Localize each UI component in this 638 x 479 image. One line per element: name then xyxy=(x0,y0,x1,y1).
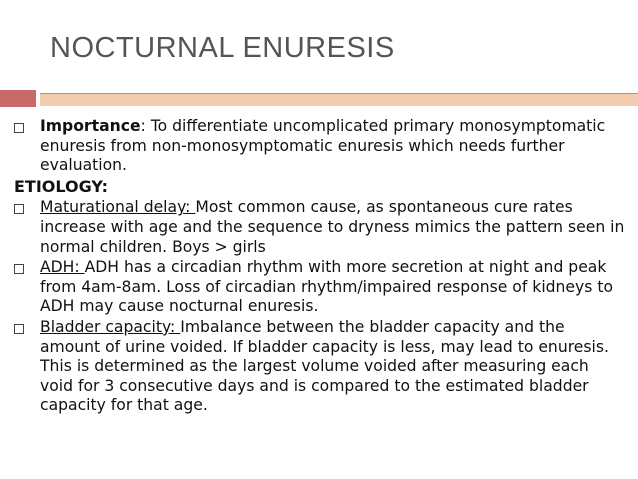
item-text: Most common cause, as spontaneous cure rates increase with age and the sequence to dryness mimics the pattern seen in normal children. Boys > girls xyxy=(40,198,625,256)
item-text: ADH has a circadian rhythm with more secretion at night and peak from 4am-8am. Loss of circadian rhythm/impaired response of kidneys to ADH may cause nocturnal enuresis. xyxy=(40,258,613,316)
square-bullet-icon xyxy=(14,123,24,133)
item-term: Bladder capacity: xyxy=(40,317,181,336)
item-text: : To differentiate uncomplicated primary monosymptomatic enuresis from non-monosymptomatic enuresis which needs further evaluation. xyxy=(40,117,606,175)
bullet-item-bladder-capacity xyxy=(14,318,626,416)
item-term: Importance xyxy=(40,117,141,135)
square-bullet-icon xyxy=(14,204,24,214)
slide-title: NOCTURNAL ENURESIS xyxy=(50,32,395,64)
square-bullet-icon xyxy=(14,324,24,334)
title-rule xyxy=(40,94,638,106)
item-term: Maturational delay: xyxy=(40,198,196,217)
item-text: Imbalance between the bladder capacity and the amount of urine voided. If bladder capacity is less, may lead to enuresis. This is determined as the largest volume voided after measuring each void for 3 consecutive days and is compared to the estimated bladder capacity for that age. xyxy=(40,317,609,415)
accent-block xyxy=(0,90,36,107)
square-bullet-icon xyxy=(14,264,24,274)
section-heading: ETIOLOGY: xyxy=(14,176,108,196)
bullet-item-adh xyxy=(14,258,626,317)
bullet-item-maturational-delay xyxy=(14,198,626,257)
item-term: ADH: xyxy=(40,258,85,277)
title-rule-line xyxy=(40,93,638,94)
slide-body xyxy=(14,117,626,417)
bullet-item-importance xyxy=(14,117,626,176)
divider-gap xyxy=(36,90,38,107)
